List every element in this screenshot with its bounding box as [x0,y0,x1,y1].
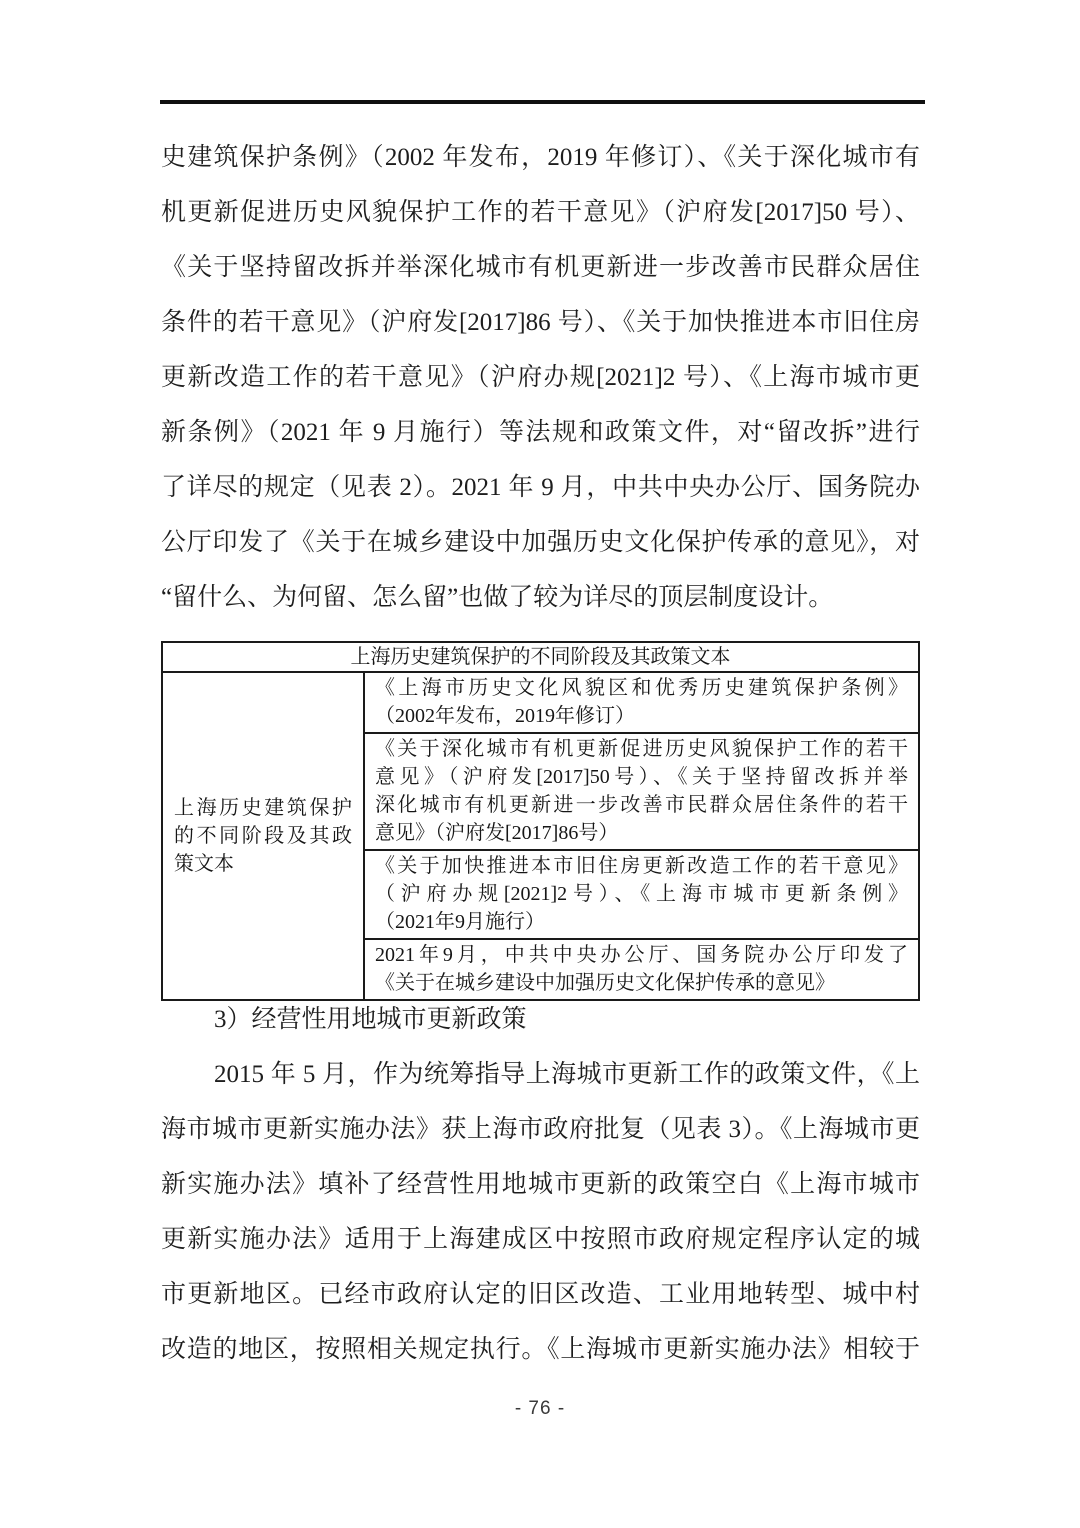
body-text-line: “留什么、为何留、怎么留”也做了较为详尽的顶层制度设计。 [161,584,834,611]
body-text-line: 《关于坚持留改拆并举深化城市有机更新进一步改善市民群众居住 [161,254,920,281]
table-cell-policy-4 [364,939,919,1000]
table-cell-line: （2002年发布，2019年修订） [375,705,635,727]
body-text-line: 了详尽的规定（见表 2）。2021 年 9 月，中共中央办公厅、国务院办 [161,474,920,501]
table-cell-line: 《关于深化城市有机更新促进历史风貌保护工作的若干 [375,738,908,760]
table-cell-line: 《关于加快推进本市旧住房更新改造工作的若干意见》 [375,855,908,877]
table-cell-policy-1 [364,672,919,733]
body-text-line: 新条例》（2021 年 9 月施行）等法规和政策文件，对“留改拆”进行 [161,419,920,446]
table-cell-line: 《关于在城乡建设中加强历史文化保护传承的意见》 [375,972,835,994]
paragraph-1 [161,130,920,625]
page-number: - 76 - [514,1398,566,1419]
section-heading: 3）经营性用地城市更新政策 [214,1006,527,1033]
table-cell-line: 意见》（沪府发[2017]86号） [375,822,619,844]
body-text-line: 更新实施办法》适用于上海建成区中按照市政府规定程序认定的城 [161,1226,920,1253]
body-text-line: 新实施办法》填补了经营性用地城市更新的政策空白《上海市城市 [161,1171,920,1198]
table-label-line: 上海历史建筑保护 [174,797,352,819]
table-label-line: 的不同阶段及其政 [174,825,352,847]
table-cell-line: 意见》（沪府发[2017]50号）、《关于坚持留改拆并举 [375,766,908,788]
table-row [162,672,919,733]
paragraph-2 [161,992,920,1377]
table-cell-policy-3 [364,850,919,939]
table-cell-line: （2021年9月施行） [375,911,545,933]
body-text-line: 改造的地区，按照相关规定执行。《上海城市更新实施办法》相较于 [161,1336,920,1363]
table-label-line: 策文本 [174,853,234,875]
table-title-row [162,642,919,672]
table-cell-line: 深化城市有机更新进一步改善市民群众居住条件的若干 [375,794,908,816]
body-text-line: 海市城市更新实施办法》获上海市政府批复（见表 3）。《上海城市更 [161,1116,920,1143]
table-cell-line: （沪府办规[2021]2号）、《上海市城市更新条例》 [375,883,908,905]
table-title: 上海历史建筑保护的不同阶段及其政策文本 [162,642,919,672]
table-cell-line: 2021年9月，中共中央办公厅、国务院办公厅印发了 [375,944,908,966]
body-text-line: 市更新地区。已经市政府认定的旧区改造、工业用地转型、城中村 [161,1281,920,1308]
policy-table [161,641,920,1001]
body-text-line: 公厅印发了《关于在城乡建设中加强历史文化保护传承的意见》，对 [161,529,920,556]
body-text-line: 史建筑保护条例》（2002 年发布，2019 年修订）、《关于深化城市有 [161,144,920,171]
table-row-label [162,672,364,1000]
body-text-line: 2015 年 5 月，作为统筹指导上海城市更新工作的政策文件，《上 [214,1061,920,1088]
body-text-line: 机更新促进历史风貌保护工作的若干意见》（沪府发[2017]50 号）、 [161,199,920,226]
table-cell-line: 《上海市历史文化风貌区和优秀历史建筑保护条例》 [375,677,908,699]
header-rule [160,100,925,104]
body-text-line: 条件的若干意见》（沪府发[2017]86 号）、《关于加快推进本市旧住房 [161,309,920,336]
body-text-line: 更新改造工作的若干意见》（沪府办规[2021]2 号）、《上海市城市更 [161,364,920,391]
table-cell-policy-2 [364,733,919,850]
